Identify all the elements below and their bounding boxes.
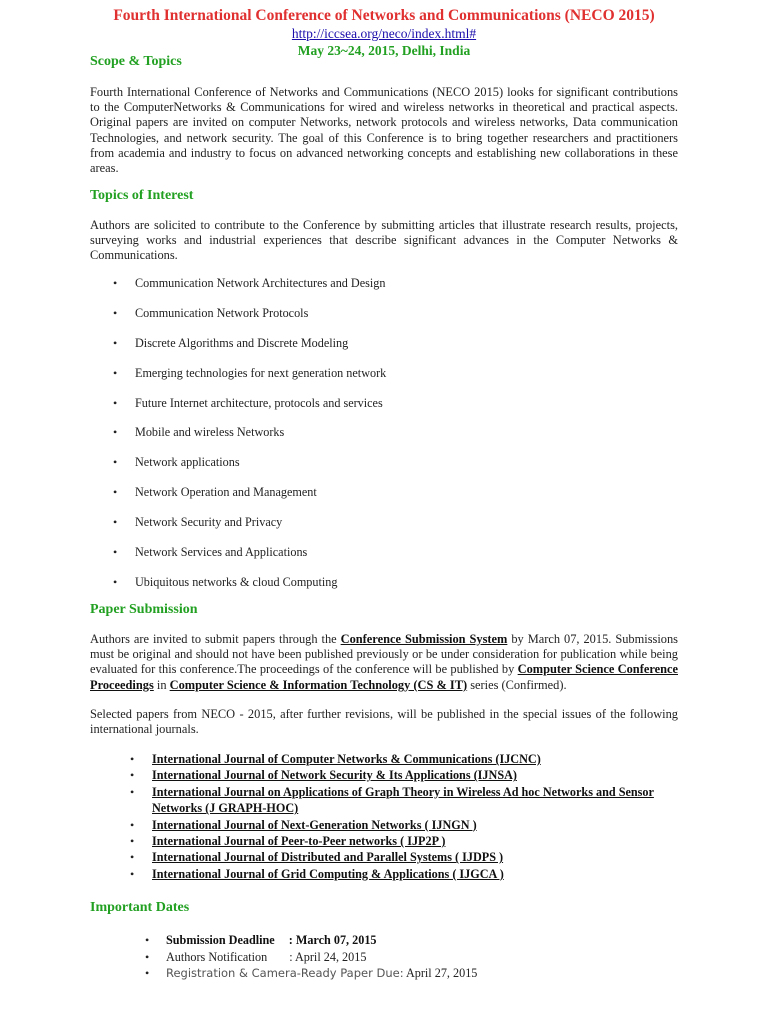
cs-it-series-link[interactable]: Computer Science & Information Technology (CS & IT) xyxy=(169,677,468,692)
journal-link-ijngn[interactable]: International Journal of Next-Generation Networks ( IJNGN ) xyxy=(152,817,477,832)
list-item: • Network Services and Applications xyxy=(90,545,678,575)
conference-header xyxy=(0,0,768,59)
list-item xyxy=(90,932,678,949)
journal-link-ijgca[interactable]: International Journal of Grid Computing & Applications ( IJGCA ) xyxy=(152,866,504,881)
journal-link-jgraphhoc[interactable]: International Journal on Applications of Graph Theory in Wireless Ad hoc Networks and Sensor Networks (J GRAPH-HOC) xyxy=(152,784,654,816)
date-label: Registration & Camera-Ready Paper Due: xyxy=(166,966,404,980)
date-label: Authors Notification xyxy=(166,949,268,964)
list-item xyxy=(90,833,678,849)
list-item xyxy=(90,866,678,882)
journal-link-ijdps[interactable]: International Journal of Distributed and Parallel Systems ( IJDPS ) xyxy=(152,850,504,865)
submission-text-c: in xyxy=(153,677,170,692)
cs-conference-proceedings-link[interactable]: Computer Science Conference Proceedings xyxy=(90,662,678,692)
date-value: : March 07, 2015 xyxy=(288,933,377,947)
journals-list xyxy=(90,751,678,882)
date-label: Submission Deadline xyxy=(166,933,275,947)
journal-link-ijnsa[interactable]: International Journal of Network Security & Its Applications (IJNSA) xyxy=(152,768,517,783)
submission-heading: Paper Submission xyxy=(90,602,198,617)
list-item: • Future Internet architecture, protocols and services xyxy=(90,396,678,426)
conference-title: Fourth International Conference of Networks and Communications (NECO 2015) xyxy=(113,7,655,24)
list-item: • Ubiquitous networks & cloud Computing xyxy=(90,575,678,605)
list-item: • Network applications xyxy=(90,455,678,485)
list-item xyxy=(90,784,678,817)
submission-text-b: by March 07, 2015. Submissions must be original and should not have been published previously or be under consideration for publication while being evaluated for this conference.The proceedings of the conference will be published by xyxy=(90,632,678,677)
conference-url-link[interactable]: http://iccsea.org/neco/index.html# xyxy=(291,26,477,41)
list-item: • Network Operation and Management xyxy=(90,485,678,515)
submission-text-a: Authors are invited to submit papers through the xyxy=(90,632,341,646)
list-item xyxy=(90,849,678,865)
submission-text-d: series (Confirmed). xyxy=(467,677,567,692)
list-item xyxy=(90,767,678,783)
conference-dates-location: May 23~24, 2015, Delhi, India xyxy=(297,43,471,58)
list-item: • Communication Network Architectures and Design xyxy=(90,276,678,306)
topics-intro: Authors are solicited to contribute to the Conference by submitting articles that illustrate research results, projects, surveying works and industrial experiences that describe significant advances in the Computer Networks & Communications. xyxy=(90,218,678,263)
journal-link-ijcnc[interactable]: International Journal of Computer Networks & Communications (IJCNC) xyxy=(152,752,541,766)
list-item: • Communication Network Protocols xyxy=(90,306,678,336)
list-item: • Mobile and wireless Networks xyxy=(90,425,678,455)
date-value: : April 24, 2015 xyxy=(289,949,367,964)
journal-link-ijp2p[interactable]: International Journal of Peer-to-Peer networks ( IJP2P ) xyxy=(152,834,446,849)
list-item xyxy=(90,751,678,767)
topics-heading: Topics of Interest xyxy=(90,188,194,203)
scope-paragraph: Fourth International Conference of Networks and Communications (NECO 2015) looks for significant contributions to the ComputerNetworks & Communications for wired and wireless networks in theoretical and practical aspects. Original papers are invited on computer Networks, network protocols and wireless networks, Data communication Technologies, and network security. The goal of this Conference is to bring together researchers and practitioners from academia and industry to focus on advanced networking concepts and establishing new collaborations in these areas. xyxy=(90,85,678,176)
important-dates-list xyxy=(90,932,678,982)
list-item: • Emerging technologies for next generation network xyxy=(90,366,678,396)
list-item: • Discrete Algorithms and Discrete Modeling xyxy=(90,336,678,366)
list-item xyxy=(90,949,678,966)
list-item xyxy=(90,965,678,982)
conference-submission-system-link[interactable]: Conference Submission System xyxy=(340,632,508,646)
scope-heading: Scope & Topics xyxy=(90,54,182,69)
list-item xyxy=(90,817,678,833)
journals-intro: Selected papers from NECO - 2015, after further revisions, will be published in the special issues of the following international journals. xyxy=(90,707,678,737)
list-item: • Network Security and Privacy xyxy=(90,515,678,545)
date-value: April 27, 2015 xyxy=(403,966,478,980)
topics-list xyxy=(90,276,678,605)
submission-paragraph xyxy=(90,632,678,693)
important-dates-heading: Important Dates xyxy=(90,900,190,915)
